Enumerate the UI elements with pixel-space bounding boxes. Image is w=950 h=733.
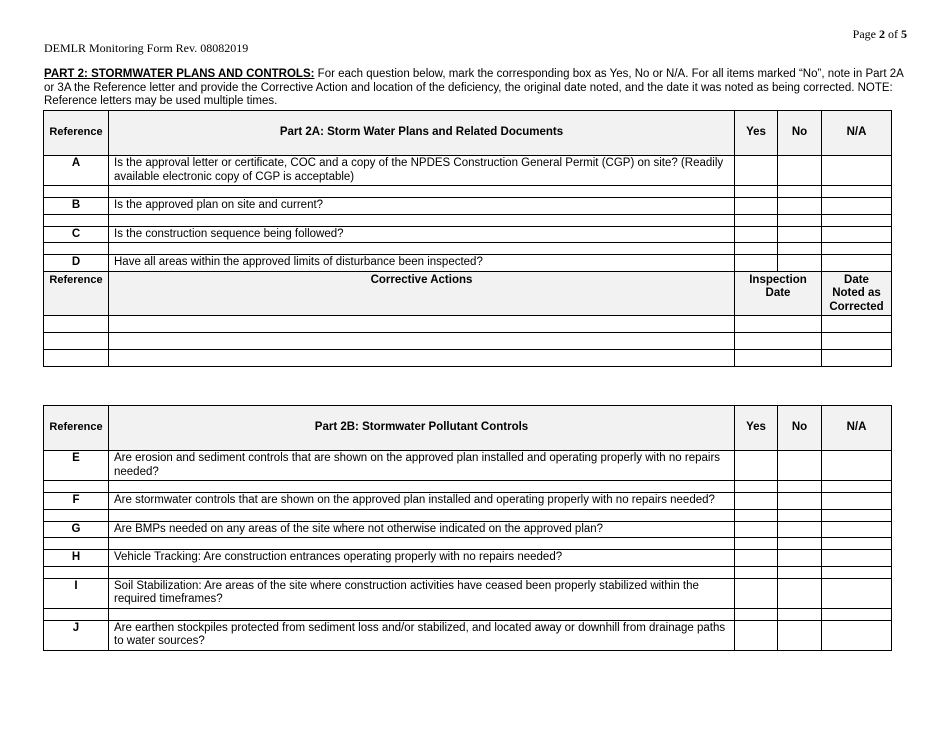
part2b-header-row [44,406,892,451]
spacer-row [44,243,892,255]
inspection-date-field[interactable] [735,350,822,367]
yes-checkbox[interactable] [735,451,778,481]
date-corrected-header: Date Noted as Corrected [822,271,892,316]
corrective-action-field[interactable] [109,316,735,333]
corrective-action-row [44,350,892,367]
part2b-no-header: No [778,406,822,451]
spacer-row [44,538,892,550]
spacer-row [44,481,892,493]
question-row-d [44,255,892,272]
question-row-b [44,198,892,215]
inspection-date-field[interactable] [735,316,822,333]
reference-letter: H [44,550,109,567]
corrective-reference-field[interactable] [44,350,109,367]
question-text: Have all areas within the approved limits of disturbance been inspected? [109,255,735,272]
part2b-yes-header: Yes [735,406,778,451]
corrective-actions-header-row [44,271,892,316]
no-checkbox[interactable] [778,198,822,215]
date-corrected-field[interactable] [822,350,892,367]
yes-checkbox[interactable] [735,620,778,650]
reference-letter: J [44,620,109,650]
yes-checkbox[interactable] [735,226,778,243]
question-text: Is the approval letter or certificate, COC and a copy of the NPDES Construction General Permit (CGP) on site? (Readily available electronic copy of CGP is acceptable) [109,156,735,186]
corrective-actions-title: Corrective Actions [109,271,735,316]
part2b-table [43,405,892,651]
question-row-j [44,620,892,650]
part2b-reference-header: Reference [44,406,109,451]
part2b-na-header: N/A [822,406,892,451]
na-checkbox[interactable] [822,578,892,608]
reference-letter: D [44,255,109,272]
na-checkbox[interactable] [822,493,892,510]
part2a-no-header: No [778,111,822,156]
yes-checkbox[interactable] [735,198,778,215]
question-row-c [44,226,892,243]
spacer-row [44,608,892,620]
corrective-action-row [44,333,892,350]
corrective-action-field[interactable] [109,333,735,350]
spacer-row [44,186,892,198]
reference-letter: B [44,198,109,215]
no-checkbox[interactable] [778,255,822,272]
question-text: Soil Stabilization: Are areas of the site where construction activities have ceased been properly stabilized within the required timeframes? [109,578,735,608]
question-text: Is the construction sequence being followed? [109,226,735,243]
question-text: Vehicle Tracking: Are construction entrances operating properly with no repairs needed? [109,550,735,567]
inspection-date-header: Inspection Date [735,271,822,316]
question-text: Are BMPs needed on any areas of the site where not otherwise indicated on the approved plan? [109,521,735,538]
yes-checkbox[interactable] [735,550,778,567]
no-checkbox[interactable] [778,550,822,567]
date-corrected-field[interactable] [822,333,892,350]
reference-letter: C [44,226,109,243]
corrective-action-row [44,316,892,333]
intro-paragraph [44,68,906,109]
spacer-row [44,509,892,521]
intro-title: PART 2: STORMWATER PLANS AND CONTROLS: [44,68,315,80]
page-of: of [885,27,901,41]
na-checkbox[interactable] [822,521,892,538]
page-total: 5 [901,27,907,41]
yes-checkbox[interactable] [735,521,778,538]
no-checkbox[interactable] [778,226,822,243]
part2a-table [43,110,892,367]
part2a-yes-header: Yes [735,111,778,156]
intro-body: For each question below, mark the corresponding box as Yes, No or N/A. For all items marked “No”, note in Part 2A or 3A the Reference letter and provide the Corrective Action and location of the deficiency, the original date noted, and the date it was noted as being corrected. NOTE: Reference letters may be used multiple times. [44,68,904,107]
question-row-e [44,451,892,481]
no-checkbox[interactable] [778,493,822,510]
page-number [853,27,907,42]
na-checkbox[interactable] [822,451,892,481]
na-checkbox[interactable] [822,550,892,567]
na-checkbox[interactable] [822,620,892,650]
na-checkbox[interactable] [822,255,892,272]
question-text: Are earthen stockpiles protected from sediment loss and/or stabilized, and located away or downhill from drainage paths to water sources? [109,620,735,650]
part2b-title: Part 2B: Stormwater Pollutant Controls [109,406,735,451]
corrective-reference-header: Reference [44,271,109,316]
yes-checkbox[interactable] [735,493,778,510]
reference-letter: E [44,451,109,481]
part2a-header-row [44,111,892,156]
no-checkbox[interactable] [778,620,822,650]
part2a-reference-header: Reference [44,111,109,156]
corrective-reference-field[interactable] [44,316,109,333]
no-checkbox[interactable] [778,451,822,481]
page-prefix: Page [852,27,879,41]
part2a-na-header: N/A [822,111,892,156]
corrective-reference-field[interactable] [44,333,109,350]
question-row-a [44,156,892,186]
reference-letter: F [44,493,109,510]
spacer-row [44,214,892,226]
no-checkbox[interactable] [778,578,822,608]
reference-letter: A [44,156,109,186]
question-text: Are stormwater controls that are shown on the approved plan installed and operating properly with no repairs needed? [109,493,735,510]
question-row-h [44,550,892,567]
yes-checkbox[interactable] [735,156,778,186]
question-text: Is the approved plan on site and current? [109,198,735,215]
yes-checkbox[interactable] [735,578,778,608]
form-id: DEMLR Monitoring Form Rev. 08082019 [44,41,249,55]
question-row-i [44,578,892,608]
inspection-date-field[interactable] [735,333,822,350]
na-checkbox[interactable] [822,226,892,243]
question-text: Are erosion and sediment controls that are shown on the approved plan installed and operating properly with no repairs needed? [109,451,735,481]
no-checkbox[interactable] [778,521,822,538]
part2a-title: Part 2A: Storm Water Plans and Related Documents [109,111,735,156]
spacer-row [44,566,892,578]
reference-letter: G [44,521,109,538]
question-row-g [44,521,892,538]
question-row-f [44,493,892,510]
na-checkbox[interactable] [822,198,892,215]
yes-checkbox[interactable] [735,255,778,272]
reference-letter: I [44,578,109,608]
date-corrected-field[interactable] [822,316,892,333]
page-current: 2 [879,27,885,41]
na-checkbox[interactable] [822,156,892,186]
corrective-action-field[interactable] [109,350,735,367]
no-checkbox[interactable] [778,156,822,186]
